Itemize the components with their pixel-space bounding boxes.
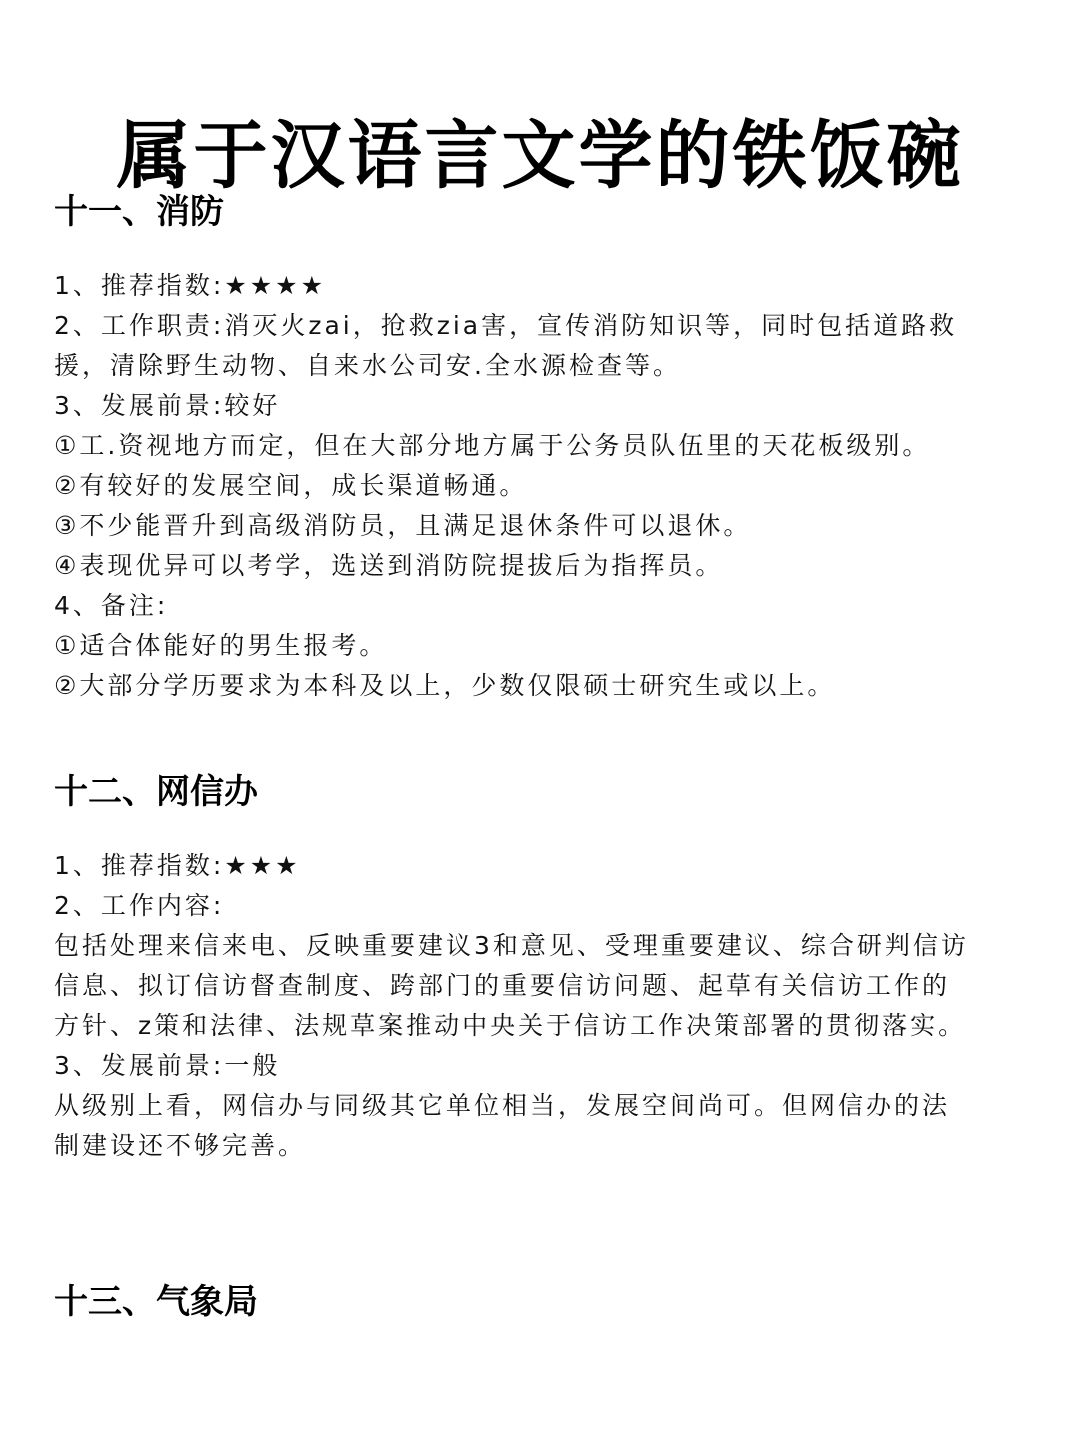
prospect-item: ③不少能晋升到高级消防员，且满足退休条件可以退休。	[54, 511, 752, 540]
work-content-paragraph: 包括处理来信来电、反映重要建议3和意见、受理重要建议、综合研判信访信息、拟订信访督查制度、跨部门的重要信访问题、起草有关信访工作的方针、z策和法律、法规草案推动中央关于信访工作决策部署的贯彻落实。	[54, 931, 969, 1040]
duties-paragraph: 2、工作职责:消灭火zai，抢救zia害，宣传消防知识等，同时包括道路救援，清除野生动物、自来水公司安.全水源检查等。	[54, 311, 958, 380]
section-heading: 十二、网信办	[54, 772, 258, 812]
notes-line: 4、备注:	[54, 591, 169, 620]
section-body	[54, 846, 974, 1166]
prospect-item: ①工.资视地方而定，但在大部分地方属于公务员队伍里的天花板级别。	[54, 431, 931, 460]
section-body	[54, 266, 974, 706]
prospect-paragraph: 从级别上看，网信办与同级其它单位相当，发展空间尚可。但网信办的法制建设还不够完善。	[54, 1091, 951, 1160]
work-content-line: 2、工作内容:	[54, 891, 225, 920]
recommend-index-line: 1、推荐指数:★★★★	[54, 271, 326, 300]
prospect-line: 3、发展前景:较好	[54, 391, 281, 420]
section-meteorological-bureau	[54, 1278, 974, 1326]
section-fire-protection	[54, 188, 974, 706]
notes-item: ②大部分学历要求为本科及以上，少数仅限硕士研究生或以上。	[54, 671, 836, 700]
prospect-item: ②有较好的发展空间，成长渠道畅通。	[54, 471, 528, 500]
section-heading: 十三、气象局	[54, 1282, 258, 1322]
prospect-line: 3、发展前景:一般	[54, 1051, 281, 1080]
prospect-item: ④表现优异可以考学，选送到消防院提拔后为指挥员。	[54, 551, 724, 580]
page-title: 属于汉语言文学的铁饭碗	[116, 112, 964, 199]
recommend-index-line: 1、推荐指数:★★★	[54, 851, 301, 880]
section-cyberspace-office	[54, 768, 974, 1166]
notes-item: ①适合体能好的男生报考。	[54, 631, 388, 660]
section-heading: 十一、消防	[54, 192, 224, 232]
